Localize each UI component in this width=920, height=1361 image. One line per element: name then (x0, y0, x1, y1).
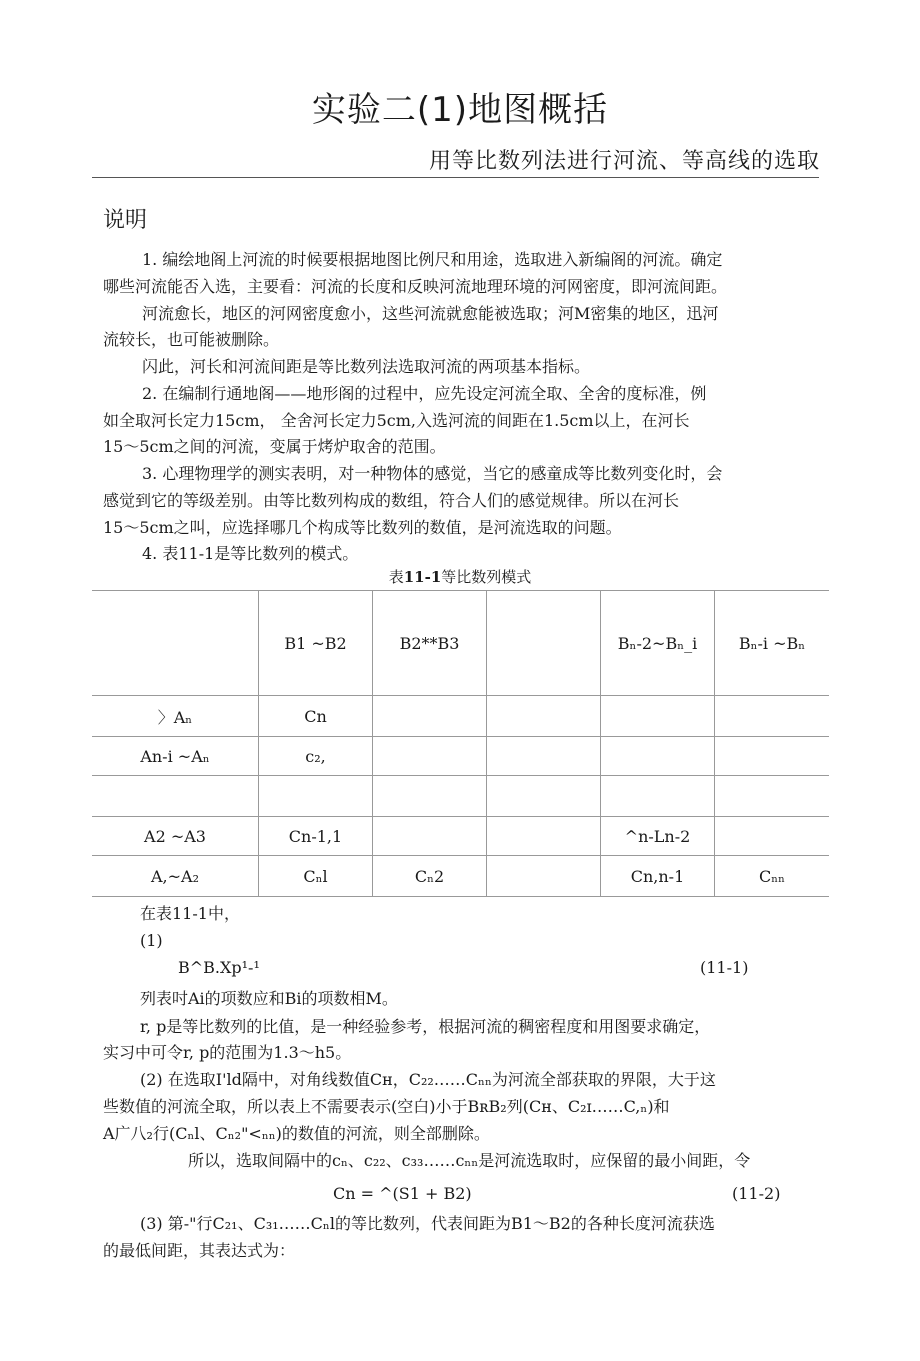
table-row (92, 817, 829, 856)
paragraph-line: 3. 心理物理学的测实表明，对一种物体的感觉，当它的感童成等比数列变化时，会 (142, 464, 723, 483)
paragraph-line: 闪此，河长和河流间距是等比数列法选取河流的两项基本指标。 (142, 357, 591, 376)
page-title: 实验二(1)地图概括 (311, 90, 609, 130)
table-cell: A,~A₂ (92, 856, 259, 897)
table-cell: Cₙl (259, 856, 373, 897)
table-cell: Cn,n-1 (601, 856, 715, 897)
table-cell (487, 856, 601, 897)
paragraph-line: A广八₂行(Cₙl、Cₙ₂"<ₙₙ)的数值的河流，则全部删除。 (103, 1124, 490, 1143)
paragraph-line: 感觉到它的等级差别。由等比数列构成的数组，符合人们的感觉规律。所以在河长 (103, 491, 680, 510)
page-subtitle: 用等比数列法进行河流、等高线的选取 (428, 149, 820, 174)
table-cell: Cn-1,1 (259, 817, 373, 856)
table-cell (601, 696, 715, 737)
table-cell (373, 817, 487, 856)
table-cell: 〉Aₙ (92, 696, 259, 737)
table-cell: B2**B3 (373, 591, 487, 696)
table-cell (92, 776, 259, 817)
paragraph-line: (1) (140, 931, 163, 950)
table-cell (373, 776, 487, 817)
table-cell (487, 737, 601, 776)
equation-11-2: Cn = ^(S1 + B2) (333, 1184, 472, 1203)
paragraph-line: 哪些河流能否入选，主要看：河流的长度和反映河流地理环境的河网密度，即河流间距。 (103, 277, 728, 296)
equation-11-1: B^B.Xp¹-¹ (178, 958, 260, 977)
table-cell (487, 591, 601, 696)
series-table (92, 590, 829, 897)
caption-number: 11-1 (403, 568, 442, 586)
table-header-row (92, 591, 829, 696)
paragraph-line: 流较长，也可能被删除。 (103, 330, 280, 349)
paragraph-line: 2. 在编制行通地阁——地形阁的过程中，应先设定河流全取、全舍的度标准，例 (142, 384, 707, 403)
paragraph-line: 如全取河长定力15cm， 全舍河长定力5cm,入选河流的间距在1.5cm以上，在河长 (103, 411, 690, 430)
table-cell (487, 817, 601, 856)
table-cell: An-i ~Aₙ (92, 737, 259, 776)
table-row (92, 856, 829, 897)
paragraph-line: 4. 表11-1是等比数列的模式。 (142, 544, 359, 563)
paragraph-line: 1. 编绘地阁上河流的时候要根据地图比例尺和用途，选取进入新编阁的河流。确定 (142, 250, 723, 269)
table-cell (601, 737, 715, 776)
paragraph-line: 实习中可令r, p的范围为1.3～h5。 (103, 1043, 352, 1062)
table-cell: Cn (259, 696, 373, 737)
equation-number: (11-2) (732, 1184, 781, 1203)
table-row (92, 737, 829, 776)
table-cell (487, 776, 601, 817)
table-cell (715, 696, 830, 737)
table-cell (373, 696, 487, 737)
caption-text: 等比数列模式 (441, 568, 532, 586)
title-divider (92, 177, 819, 178)
paragraph-line: 15～5cm之间的河流，变属于烤炉取舍的范围。 (103, 437, 446, 456)
table-cell (715, 776, 830, 817)
table-row (92, 776, 829, 817)
table-cell (259, 776, 373, 817)
table-cell: B1 ~B2 (259, 591, 373, 696)
paragraph-line: 在表11-1中， (140, 904, 240, 923)
table-cell (715, 817, 830, 856)
paragraph-line: 些数值的河流全取，所以表上不需要表示(空白)小于BʀB₂列(Cʜ、C₂ɪ……C,ₙ)和 (103, 1097, 670, 1116)
table-cell: c₂, (259, 737, 373, 776)
table-cell (601, 776, 715, 817)
table-cell: Bₙ-2~Bₙ_i (601, 591, 715, 696)
table-cell (487, 696, 601, 737)
table-cell: Cₙ2 (373, 856, 487, 897)
table-cell: ^n-Ln-2 (601, 817, 715, 856)
caption-prefix: 表 (388, 568, 404, 586)
table-cell (373, 737, 487, 776)
paragraph-line: 的最低间距，其表达式为： (103, 1241, 296, 1260)
section-heading: 说明 (103, 208, 148, 233)
table-cell: A2 ~A3 (92, 817, 259, 856)
table-cell (715, 737, 830, 776)
table-cell (92, 591, 259, 696)
paragraph-line: (3) 第-"行C₂₁、C₃₁……Cₙl的等比数列，代表间距为B1～B2的各种长度河流获选 (140, 1214, 715, 1233)
equation-number: (11-1) (700, 958, 749, 977)
paragraph-line: 列表吋Ai的项数应和Bi的项数相M。 (140, 989, 398, 1008)
paragraph-line: 河流愈长，地区的河网密度愈小，这些河流就愈能被选取；河M密集的地区，迅河 (142, 304, 719, 323)
paragraph-line: 所以，选取间隔中的cₙ、c₂₂、c₃₃……cₙₙ是河流选取时，应保留的最小间距，令 (188, 1151, 751, 1170)
table-cell: Cₙₙ (715, 856, 830, 897)
table-caption (0, 566, 920, 587)
table-row (92, 696, 829, 737)
paragraph-line: r, p是等比数列的比值，是一种经验参考，根据河流的稠密程度和用图要求确定， (140, 1017, 711, 1036)
paragraph-line: (2) 在选取I'ld隔中，对角线数值Cʜ，C₂₂……Cₙₙ为河流全部获取的界限，大于这 (140, 1070, 716, 1089)
table-cell: Bₙ-i ~Bₙ (715, 591, 830, 696)
paragraph-line: 15～5cm之叫，应选择哪几个构成等比数列的数值，是河流选取的问题。 (103, 518, 622, 537)
